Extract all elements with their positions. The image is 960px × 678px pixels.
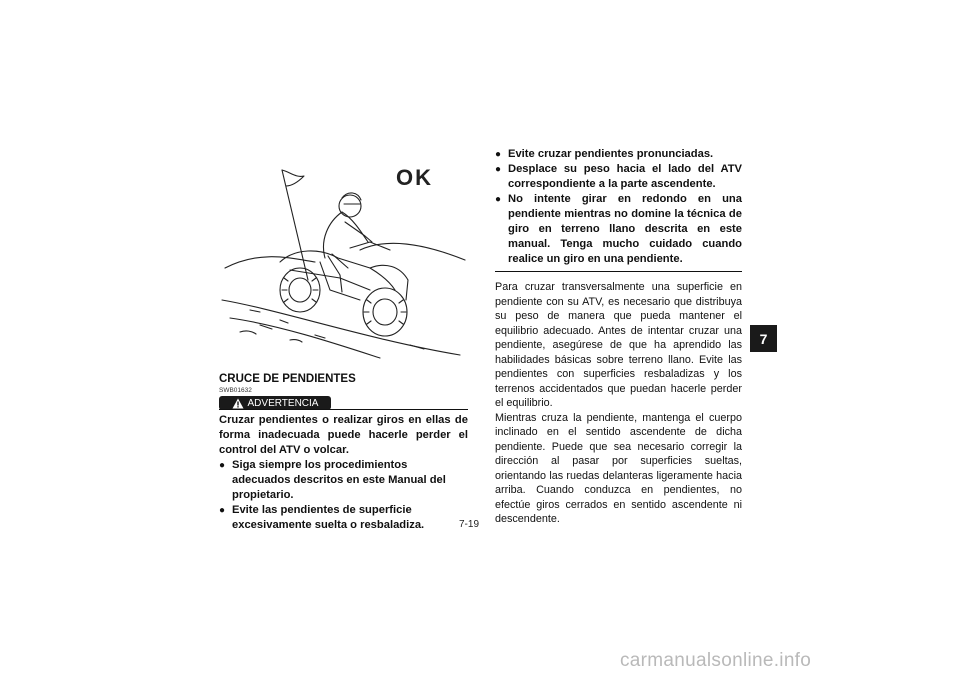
page-number: 7-19	[459, 519, 480, 530]
list-item: ● No intente girar en redondo en una pendiente mientras no domine la técnica de giro en terreno llano descrita en este manual. Tenga mucho cuidado cuando realice un giro en una pendiente.	[495, 193, 742, 265]
list-item: ● Desplace su peso hacia el lado del ATV correspondiente a la parte ascendente.	[495, 163, 742, 190]
watermark: carmanualsonline.info	[620, 650, 812, 671]
list-item: ● Siga siempre los procedimientos adecuados descritos en este Manual del propietario.	[219, 459, 446, 501]
right-column	[495, 147, 742, 527]
body-paragraph-2: Mientras cruza la pendiente, mantenga el cuerpo inclinado en el sentido ascendente de dicha pendiente. Puede que sea necesario corregir la dirección al pasar por superficies sueltas, orientando las ruedas delanteras ligeramente hacia arriba. Cuando conduzca en pendientes, no efectúe giros cerrados en sentido ascendente ni descendente.	[495, 411, 742, 525]
list-item: ● Evite las pendientes de superficie excesivamente suelta o resbaladiza.	[219, 504, 425, 531]
warning-label: ADVERTENCIA	[247, 397, 319, 409]
warning-end-divider	[495, 271, 742, 272]
body-paragraph-1: Para cruzar transversalmente una superficie en pendiente con su ATV, es necesario que distribuya su peso de manera que pueda mantener el equilibrio adecuado. Antes de intentar cruzar una pendiente, asegúrese de que ha aprendido las habilidades básicas sobre terreno llano. Evite las pendientes con superficies resbaladizas y los terrenos accidentados que puedan hacerle perder el equilibrio.	[495, 281, 742, 409]
bullet-icon: ●	[495, 164, 502, 175]
chapter-tab: 7	[750, 325, 777, 352]
warning-divider	[219, 409, 468, 410]
list-item: ● Evite cruzar pendientes pronunciadas.	[495, 148, 714, 160]
left-bullet-list	[219, 458, 468, 533]
warning-intro: Cruzar pendientes o realizar giros en ellas de forma inadecuada puede hacerle perder el control del ATV o volcar.	[219, 414, 468, 456]
bullet-icon: ●	[495, 149, 502, 160]
bullet-icon: ●	[219, 460, 226, 471]
warning-code: SWB01632	[219, 387, 252, 394]
bullet-icon: ●	[219, 505, 226, 516]
section-title: CRUCE DE PENDIENTES	[219, 373, 356, 385]
left-column	[219, 413, 468, 533]
warning-triangle-icon	[232, 398, 244, 409]
right-bullet-list	[495, 147, 742, 267]
bullet-icon: ●	[495, 194, 502, 205]
ok-label: OK	[396, 165, 433, 190]
warning-label-box	[219, 396, 331, 410]
